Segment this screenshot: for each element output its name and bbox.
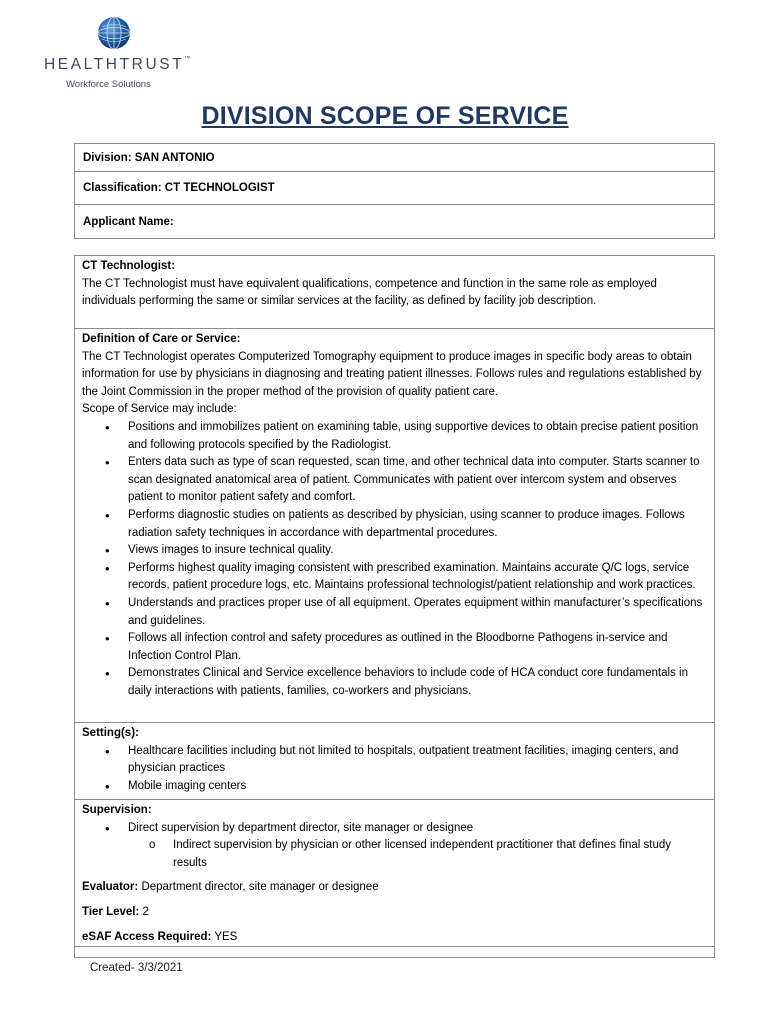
brand-name: HEALTHTRUST™ [44,56,191,73]
ct-heading: CT Technologist: [82,260,176,272]
list-item: • Positions and immobilizes patient on examining table, using supportive devices to obtain precise patient position and following protocols specified by the Radiologist. [82,419,707,454]
list-item: o Indirect supervision by physician or other licensed independent practitioner that defines final study results [82,837,707,872]
definition-text: The CT Technologist operates Computerized Tomography equipment to produce images in specific body areas to obtain information for use by physicians in diagnosing and treating patient illnesses. Follows rules and regulations established by the Joint Commission in the proper method of the provision of quality patient care. [82,350,702,398]
esaf-line: eSAF Access Required: YES [82,930,238,943]
settings-section [75,723,714,800]
list-item: • Views images to insure technical quality. [82,542,707,560]
definition-heading: Definition of Care or Service: [82,333,241,345]
page-title: DIVISION SCOPE OF SERVICE [201,102,569,130]
ct-text: The CT Technologist must have equivalent qualifications, competence and function in the same role as employed individuals performing the same or similar services at the facility, as defined by facility job description. [82,277,657,308]
division-cell: Division: SAN ANTONIO [75,144,715,172]
classification-cell: Classification: CT TECHNOLOGIST [75,172,715,205]
settings-list [82,743,707,796]
supervision-heading: Supervision: [82,804,152,816]
ct-technologist-section [75,256,714,329]
list-item: • Enters data such as type of scan requested, scan time, and other technical data into computer. Starts scanner to scan designated anatomical area of patient. Communicates with patient over intercom system and observes patient to monitor patient safety and comfort. [82,454,707,507]
supervision-sublist [82,837,707,872]
header-table [74,143,715,239]
applicant-cell[interactable] [75,205,715,239]
globe-icon [97,16,131,50]
scope-label: Scope of Service may include: [82,403,237,416]
scope-list [82,419,707,701]
list-item: • Follows all infection control and safety procedures as outlined in the Bloodborne Pathogens in-service and Infection Control Plan. [82,630,707,665]
list-item: • Healthcare facilities including but not limited to hospitals, outpatient treatment facilities, imaging centers, and physician practices [82,743,707,778]
definition-section [75,329,714,723]
list-item: • Mobile imaging centers [82,778,707,796]
supervision-list [82,820,707,838]
evaluator-line: Evaluator: Department director, site manager or designee [82,881,379,894]
tier-level-line: Tier Level: 2 [82,905,149,918]
brand-subtitle: Workforce Solutions [66,79,151,90]
company-logo [44,14,194,94]
applicant-label: Applicant Name: [83,215,174,228]
list-item: • Understands and practices proper use of all equipment. Operates equipment within manufacturer’s specifications and guidelines. [82,595,707,630]
supervision-section [75,800,714,947]
list-item: • Performs diagnostic studies on patients as described by physician, using scanner to produce images. Follows radiation safety techniques in accordance with departmental procedures. [82,507,707,542]
settings-heading: Setting(s): [82,727,139,739]
list-item: • Demonstrates Clinical and Service excellence behaviors to include code of HCA conduct core fundamentals in daily interactions with patients, families, co-workers and physicians. [82,665,707,700]
scope-table [74,255,715,958]
list-item: • Performs highest quality imaging consistent with prescribed examination. Maintains accurate Q/C logs, service records, patient procedure logs, etc. Maintains professional technologist/patient relationship and work practices. [82,560,707,595]
created-date: Created- 3/3/2021 [90,962,183,974]
list-item: • Direct supervision by department director, site manager or designee [82,820,707,838]
